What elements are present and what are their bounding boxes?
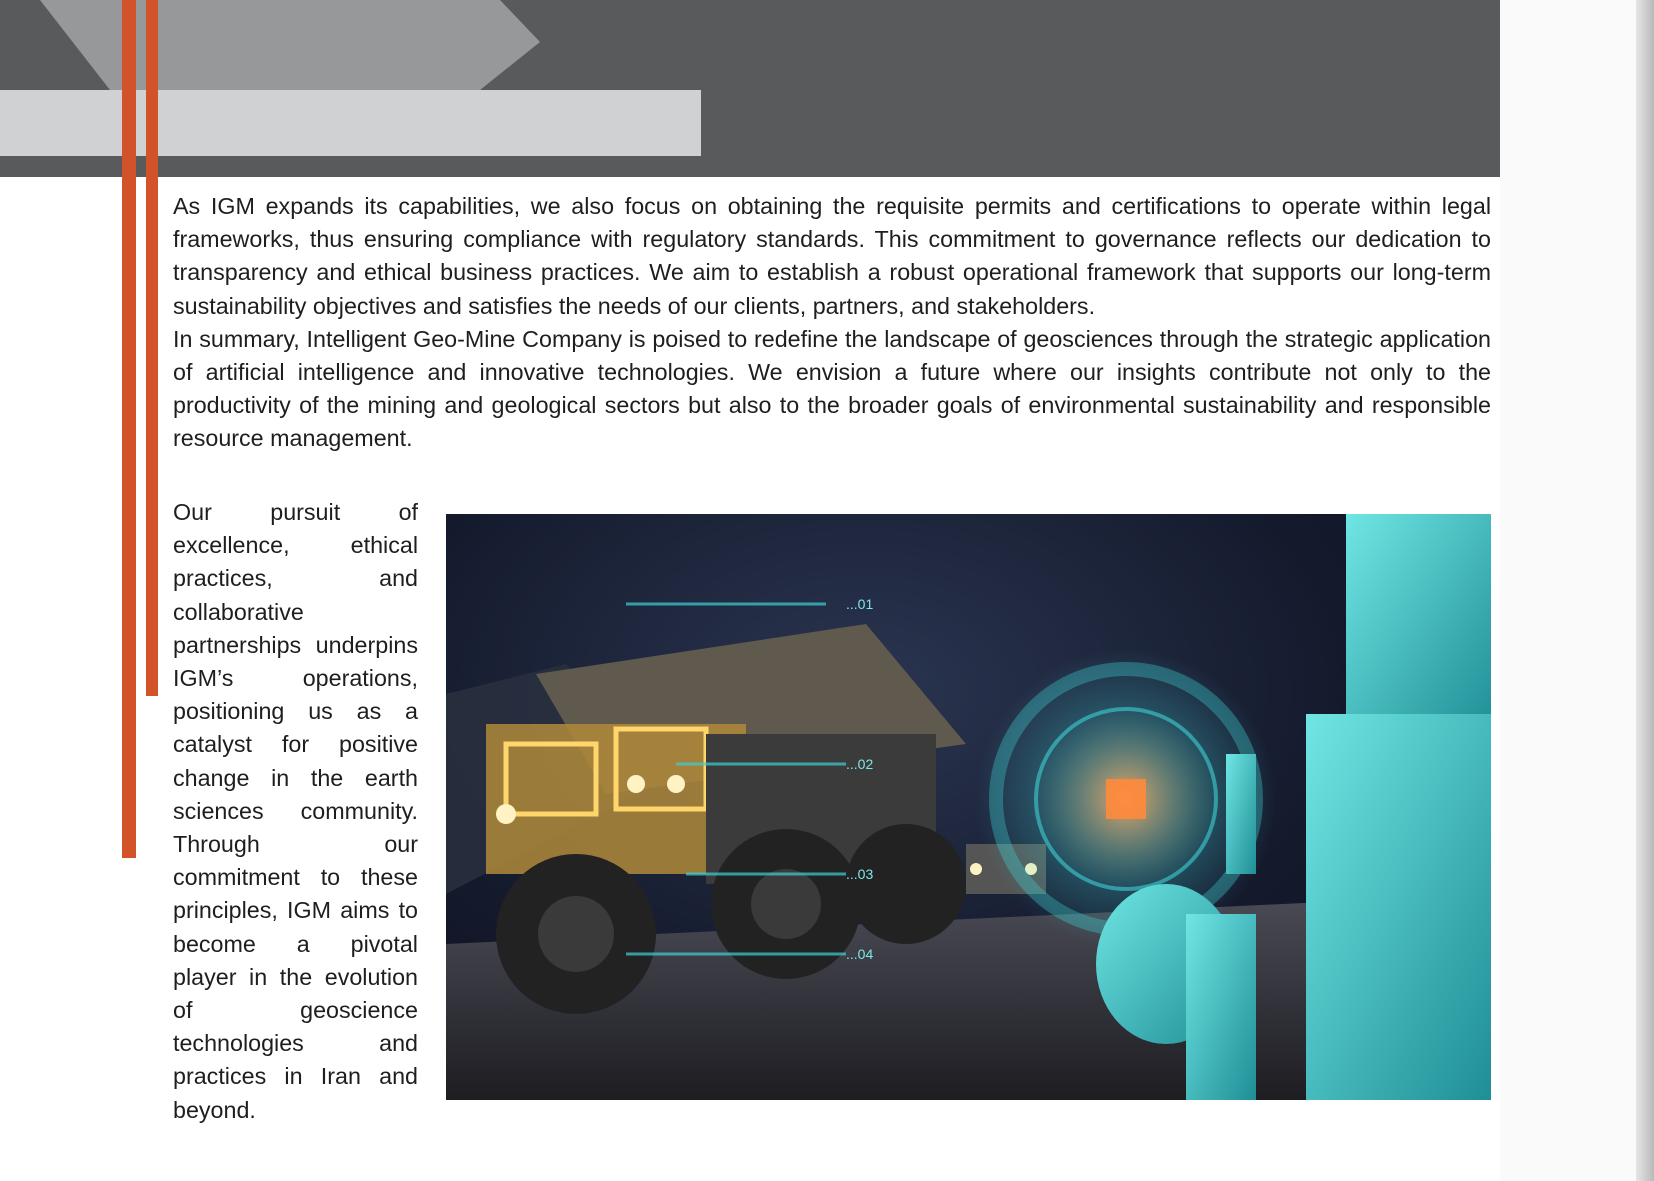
hud-label-04: ...04 [846,946,874,962]
paragraph-summary: In summary, Intelligent Geo-Mine Company is poised to redefine the landscape of geosciences through the strategic application of artificial intelligence and innovative technologies. We envision a future where our insights contribute not only to the productivity of the mining and geological sectors but also to the broader goals of environmental sustainability and responsible resource management. [173,325,1491,452]
paragraph-excellence: Our pursuit of excellence, ethical practices, and collaborative partnerships underpins IGM’s operations, positioning us as a catalyst for positive change in the earth sciences community. Through our commitment to these principles, IGM aims to become a pivotal player in the evolution of geoscience technologies and practices in Iran and beyond. [173,499,418,1123]
hud-label-02: ...02 [846,756,874,772]
page-margin [1500,0,1636,1181]
header-light-bar [0,90,701,156]
hud-label-03: ...03 [846,866,874,882]
hud-label-01: ...01 [846,596,874,612]
main-text [173,190,1491,456]
accent-stripe-right [146,0,158,696]
page-edge-shadow [1636,0,1654,1181]
paragraph-permits: As IGM expands its capabilities, we also focus on obtaining the requisite permits and certifications to operate within legal frameworks, thus ensuring compliance with regulatory standards. This commitment to governance reflects our dedication to transparency and ethical business practices. We aim to establish a robust operational framework that supports our long-term sustainability objectives and satisfies the needs of our clients, partners, and stakeholders. [173,193,1491,319]
mining-ai-photo [446,514,1491,1100]
mining-ai-illustration [446,514,1491,1100]
accent-stripe-left [122,0,136,858]
